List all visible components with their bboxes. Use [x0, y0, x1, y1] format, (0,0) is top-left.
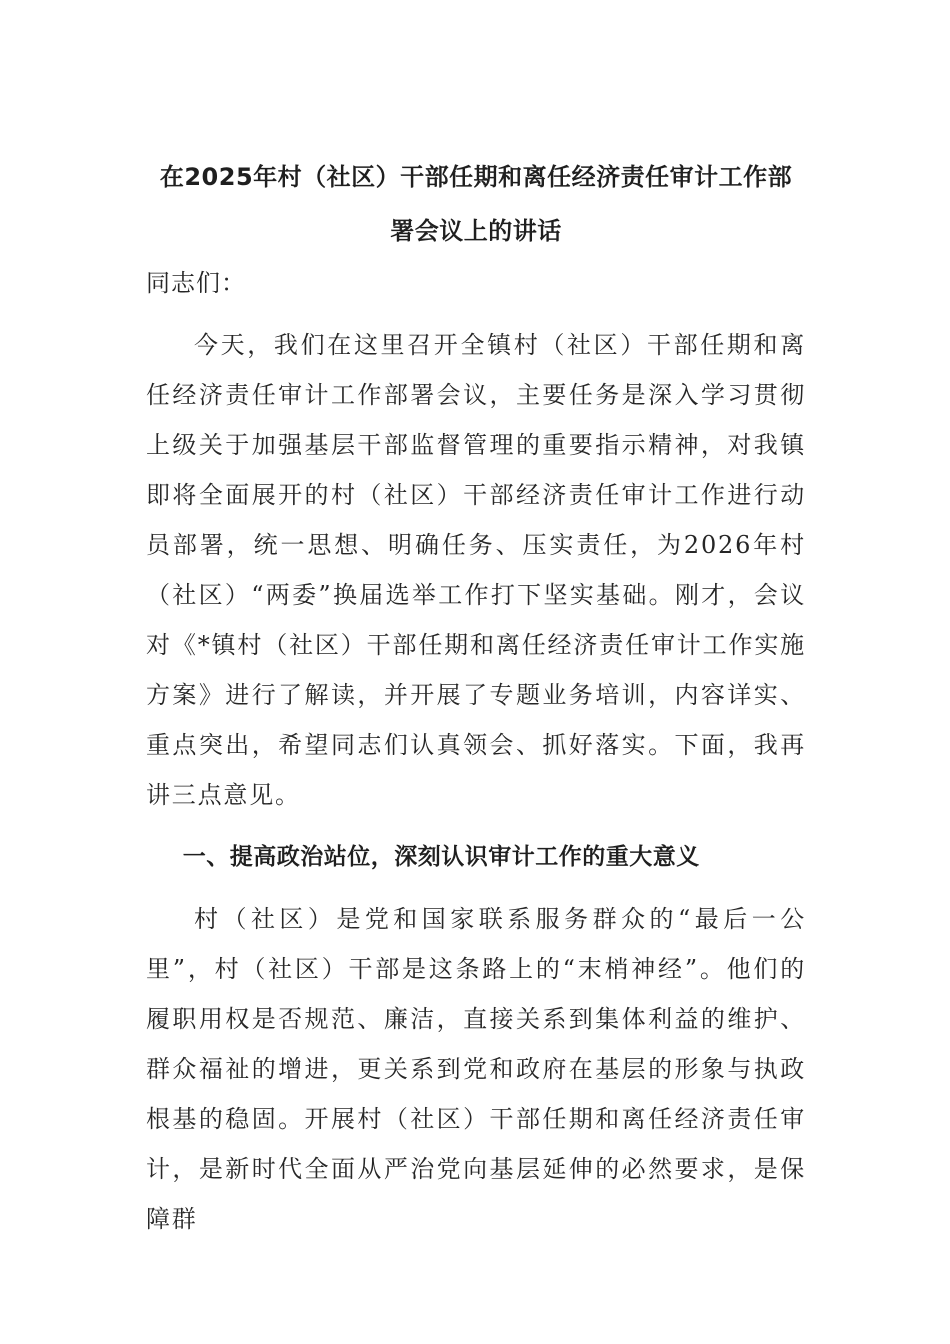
title-line-1: 在2025年村（社区）干部任期和离任经济责任审计工作部 [159, 163, 793, 191]
document-body [146, 150, 806, 1244]
salutation: 同志们： [146, 269, 246, 297]
section-heading-1: 一、提高政治站位，深刻认识审计工作的重大意义 [182, 844, 700, 870]
document-title [146, 150, 806, 258]
title-line-2: 署会议上的讲话 [390, 217, 562, 245]
paragraph-opening: 今天，我们在这里召开全镇村（社区）干部任期和离任经济责任审计工作部署会议，主要任务是深入学习贯彻上级关于加强基层干部监督管理的重要指示精神，对我镇即将全面展开的村（社区）干部经济责任审计工作进行动员部署，统一思想、明确任务、压实责任，为2026年村（社区）“两委”换届选举工作打下坚实基础。刚才，会议对《*镇村（社区）干部任期和离任经济责任审计工作实施方案》进行了解读，并开展了专题业务培训，内容详实、重点突出，希望同志们认真领会、抓好落实。下面，我再讲三点意见。 [146, 331, 806, 809]
paragraph-section-1: 村（社区）是党和国家联系服务群众的“最后一公里”，村（社区）干部是这条路上的“末梢神经”。他们的履职用权是否规范、廉洁，直接关系到集体利益的维护、群众福祉的增进，更关系到党和政府在基层的形象与执政根基的稳固。开展村（社区）干部任期和离任经济责任审计，是新时代全面从严治党向基层延伸的必然要求，是保障群 [146, 905, 806, 1233]
